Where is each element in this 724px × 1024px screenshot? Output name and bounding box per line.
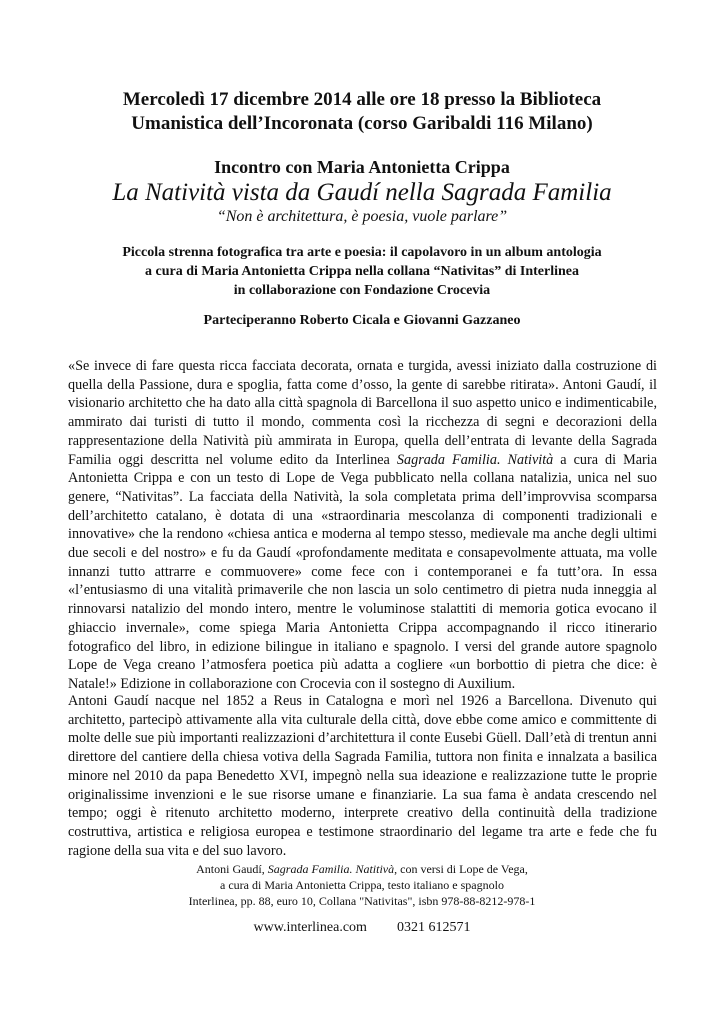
phone-number: 0321 612571 [396, 920, 471, 935]
event-date-location-heading [40, 88, 684, 136]
credits-book-title: Sagrada Familia. Natitivà [267, 862, 395, 876]
participants-line: Parteciperanno Roberto Cicala e Giovanni Gazzaneo [203, 313, 521, 328]
body-paragraph-1 [68, 357, 657, 694]
body-paragraph-2: Antoni Gaudí nacque nel 1852 a Reus in Catalogna e morì nel 1926 a Barcellona. Divenuto qui architetto, partecipò attivamente alla vita culturale della città, dove ebbe come amico e committente di molte delle sue più importanti realizzazioni d’architettura il conte Eusebi Güell. Dall’età di trentun anni direttore del cantiere della chiesa votiva della Sagrada Familia, tuttora non finita e innalzata a basilica minore nel 2010 da papa Benedetto XVI, impegnò nella sua ideazione e realizzazione tutte le proprie originalissime invenzioni e le sue risorse umane e finanziarie. La sua fama è andata crescendo nel tempo; oggi è ritenuto architetto moderno, interprete creativo della continuità della tradizione costruttiva, artistica e religiosa europea e testimone straordinario del legame tra arte e fede che fu ragione della sua vita e del suo lavoro. [68, 693, 657, 859]
credits-verses: , con versi di Lope de Vega, [394, 862, 528, 876]
subtitle-line-2: a cura di Maria Antonietta Crippa nella collana “Nativitas” di Interlinea [145, 264, 579, 279]
event-title: La Natività vista da Gaudí nella Sagrada Familia [112, 179, 612, 206]
credits-line-1 [80, 861, 644, 877]
p1-book-title: Sagrada Familia. Natività [396, 451, 554, 468]
p1-text-b: a cura di Maria Antonietta Crippa e con un testo di Lope de Vega pubblicato nella collana natalizia, unica nel suo genere, “Nativitas”. La facciata della Natività, la sola completata prima dell’improvvisa scomparsa dell’architetto catalano, è dotata di una «straordinaria mescolanza di componenti tradizionali e innovative» che la rendono «chiesa antica e moderna al tempo stesso, medievale ma anche degli ultimi due secoli e del nostro» e fu da Gaudí «profondamente meditata e consapevolmente attuata, ma volle innanzi tutto attrarre e commuovere» come fece con i contemporanei e fa tutt’ora. In essa «l’entusiasmo di una vitalità primaverile che non lascia un solo centimetro di pietra nuda inneggia al rinnovarsi natalizio del mondo intero, mentre le voluminose stalattiti di memoria gotica evocano il ghiaccio invernale», come spiega Maria Antonietta Crippa accompagnando il ricco itinerario fotografico del libro, in edizione bilingue in italiano e spagnolo. I versi del grande autore spagnolo Lope de Vega creano l’atmosfera poetica più adatta a cogliere «un borbottio di pietra che dice: è Natale!» Edizione in collaborazione con Crocevia con il sostegno di Auxilium. [68, 451, 658, 692]
meeting-heading: Incontro con Maria Antonietta Crippa [214, 157, 510, 177]
credits-line-2: a cura di Maria Antonietta Crippa, testo italiano e spagnolo [220, 878, 504, 892]
event-quote: “Non è architettura, è poesia, vuole parlare” [216, 208, 508, 225]
website-link[interactable]: www.interlinea.com [253, 920, 367, 935]
heading-line-2: Umanistica dell’Incoronata (corso Garibaldi 116 Milano) [131, 113, 593, 134]
subtitle-line-1: Piccola strenna fotografica tra arte e poesia: il capolavoro in un album antologia [122, 245, 602, 260]
heading-line-1: Mercoledì 17 dicembre 2014 alle ore 18 presso la Biblioteca [122, 89, 602, 110]
credits-line-3: Interlinea, pp. 88, euro 10, Collana "Nativitas", isbn 978-88-8212-978-1 [188, 894, 536, 908]
credits-author: Antoni Gaudí, [196, 862, 268, 876]
p1-text-a: «Se invece di fare questa ricca facciata decorata, ornata e turgida, avessi iniziato dalla costruzione di quella della Passione, dura e spoglia, fatta come d’osso, la gente di sarebbe ritirata». Antoni Gaudí, il visionario architetto che ha dato alla città spagnola di Barcellona il suo aspetto unico e indimenticabile, ammirato dai turisti di tutto il mondo, commenta così la ricchezza di segni e decorazioni della rappresentazione della Natività più ammirata in Europa, quella dell’entrata di levante della Sagrada Familia oggi descritta nel volume edito da Interlinea [68, 358, 657, 468]
subtitle-block [60, 243, 664, 300]
contact-line [40, 919, 684, 937]
book-credits [80, 861, 644, 909]
subtitle-line-3: in collaborazione con Fondazione Crocevia [233, 283, 491, 298]
